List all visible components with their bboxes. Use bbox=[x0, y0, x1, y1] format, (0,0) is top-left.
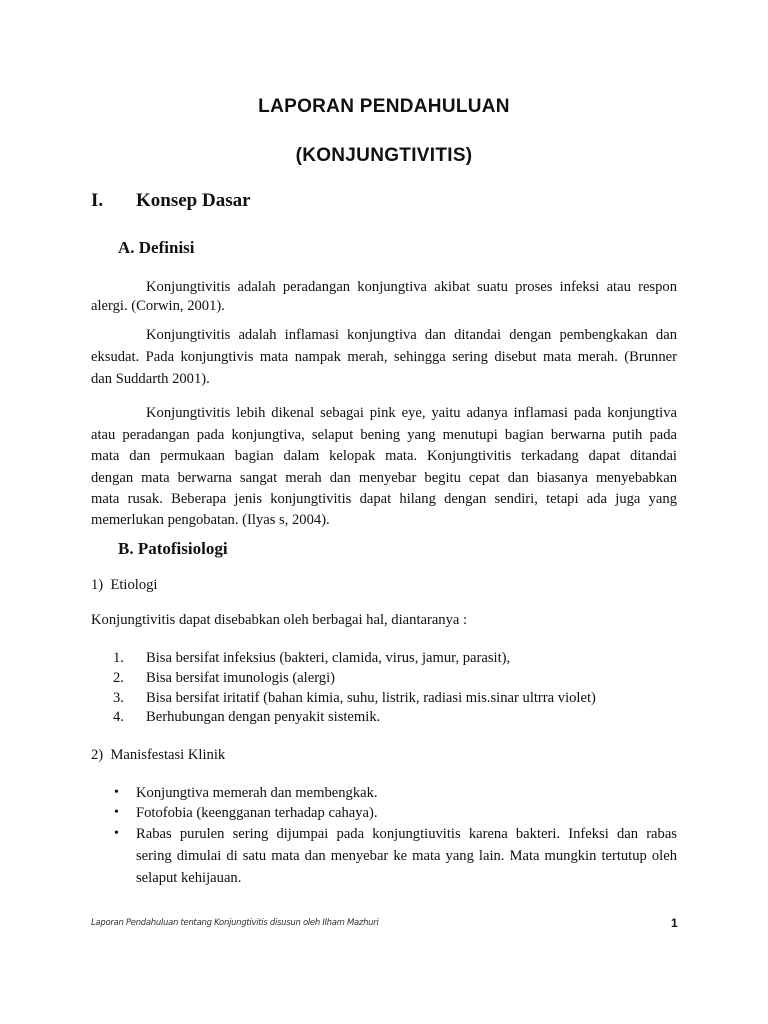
paragraph-line: eksudat. Pada konjungtivis mata nampak merah, sehingga sering disebut mata merah. (Brunner bbox=[91, 349, 677, 365]
title-line-2: (KONJUNGTIVITIS) bbox=[295, 145, 473, 166]
list-item: Bisa bersifat iritatif (bahan kimia, suhu, listrik, radiasi mis.sinar ultrra violet) bbox=[146, 690, 596, 706]
list-number: 1. bbox=[113, 650, 124, 666]
bullet-item: Fotofobia (keengganan terhadap cahaya). bbox=[136, 805, 378, 821]
paragraph-line: memerlukan pengobatan. (Ilyas s, 2004). bbox=[91, 512, 330, 528]
title-line-1: LAPORAN PENDAHULUAN bbox=[258, 96, 510, 117]
paragraph-line: alergi. (Corwin, 2001). bbox=[91, 298, 225, 314]
bullet-icon: • bbox=[114, 805, 119, 820]
list-item: Berhubungan dengan penyakit sistemik. bbox=[146, 709, 381, 725]
bullet-icon: • bbox=[114, 826, 119, 841]
list-item: Bisa bersifat imunologis (alergi) bbox=[146, 670, 336, 686]
paragraph-line: Konjungtivitis lebih dikenal sebagai pink eye, yaitu adanya inflamasi pada konjungtiva bbox=[146, 405, 677, 421]
heading-definisi: A. Definisi bbox=[118, 238, 195, 257]
paragraph-line: dengan mata berwarna sangat merah dan menyebar begitu cepat dan biasanya menyebabkan bbox=[91, 470, 677, 486]
heading-patofisiologi: B. Patofisiologi bbox=[118, 539, 228, 558]
paragraph-line: Konjungtivitis adalah inflamasi konjungtiva dan ditandai dengan pembengkakan dan bbox=[146, 327, 677, 343]
section-number: I. bbox=[91, 190, 104, 211]
list-item: Bisa bersifat infeksius (bakteri, clamida, virus, jamur, parasit), bbox=[146, 650, 511, 666]
footer-text: Laporan Pendahuluan tentang Konjungtivitis disusun oleh Ilham Mazhuri bbox=[91, 918, 379, 928]
list-number: 4. bbox=[113, 709, 124, 725]
subheading-etiologi: 1) Etiologi bbox=[91, 577, 158, 593]
bullet-item: Rabas purulen sering dijumpai pada konjungtiuvitis karena bakteri. Infeksi dan rabas bbox=[136, 826, 677, 842]
bullet-icon: • bbox=[114, 785, 119, 800]
paragraph-line: dan Suddarth 2001). bbox=[91, 371, 210, 387]
paragraph-line: Konjungtivitis adalah peradangan konjungtiva akibat suatu proses infeksi atau respon bbox=[146, 279, 677, 295]
bullet-item-continued: sering dimulai di satu mata dan menyebar ke mata yang lain. Mata mungkin tertutup oleh bbox=[136, 848, 677, 864]
paragraph-line: atau peradangan pada konjungtiva, selaput bening yang menutupi bagian berwarna putih pada bbox=[91, 427, 677, 443]
page-number: 1 bbox=[671, 916, 678, 930]
subheading-manifestasi: 2) Manisfestasi Klinik bbox=[91, 747, 226, 763]
section-title: Konsep Dasar bbox=[136, 190, 251, 211]
list-number: 2. bbox=[113, 670, 124, 686]
bullet-item: Konjungtiva memerah dan membengkak. bbox=[136, 785, 378, 801]
paragraph-line: mata rusak. Beberapa jenis konjungtivitis dapat hilang dengan sendiri, tetapi ada juga yang bbox=[91, 491, 677, 507]
paragraph-line: mata dan permukaan bagian dalam kelopak mata. Konjungtivitis terkadang dapat ditandai bbox=[91, 448, 677, 464]
etiologi-intro: Konjungtivitis dapat disebabkan oleh berbagai hal, diantaranya : bbox=[91, 612, 468, 628]
list-number: 3. bbox=[113, 690, 124, 706]
bullet-item-continued: selaput kehijauan. bbox=[136, 870, 242, 886]
